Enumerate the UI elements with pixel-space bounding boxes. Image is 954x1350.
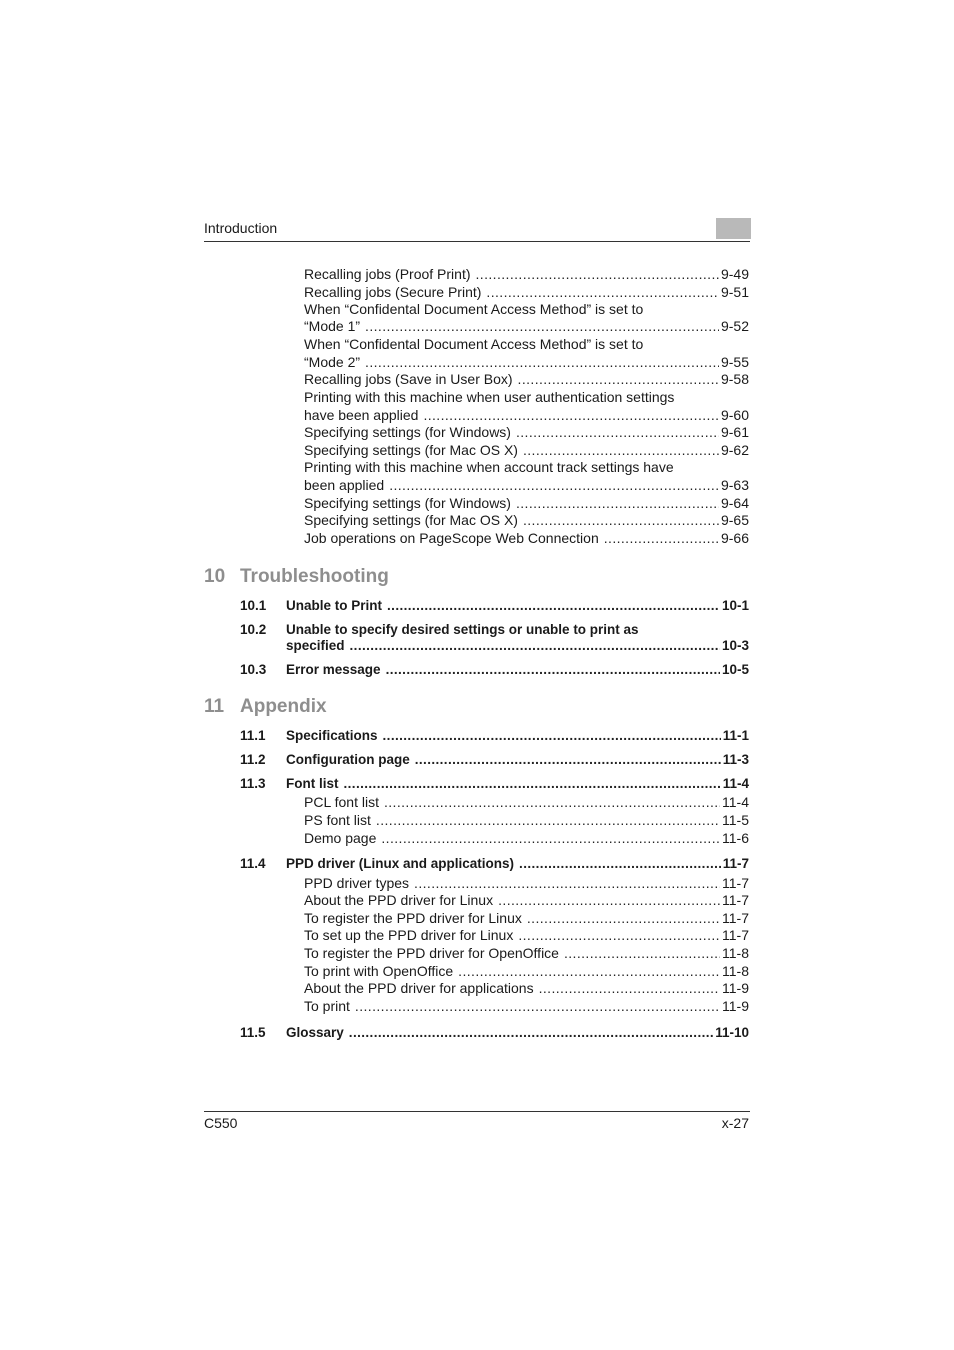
toc-entry-page: 11-5 <box>722 812 749 828</box>
toc-section[interactable] <box>286 775 749 792</box>
toc-section-title: PPD driver (Linux and applications) <box>286 856 515 871</box>
toc-entry-page: 11-4 <box>722 794 749 810</box>
toc-entry-title: Specifying settings (for Windows) <box>304 495 511 511</box>
toc-entry-page: 11-9 <box>722 980 749 996</box>
section-number: 10.1 <box>240 598 267 613</box>
toc-section-page: 10-3 <box>721 638 749 653</box>
toc-leader <box>376 812 720 829</box>
toc-leader <box>350 637 720 654</box>
toc-entry-page: 9-62 <box>720 442 749 458</box>
section-number: 10.2 <box>240 622 267 637</box>
toc-entry-page: 9-61 <box>720 424 749 440</box>
toc-entry[interactable] <box>304 530 749 547</box>
toc-leader <box>476 266 719 283</box>
toc-entry-page: 11-7 <box>722 875 749 891</box>
footer-rule <box>204 1111 750 1112</box>
toc-entry-page: 9-60 <box>720 407 749 423</box>
toc-section[interactable] <box>286 727 749 744</box>
toc-leader <box>519 855 721 872</box>
toc-entry[interactable] <box>304 512 749 529</box>
chapter-heading[interactable] <box>204 566 389 588</box>
toc-entry[interactable] <box>304 892 749 909</box>
toc-entry-title: To set up the PPD driver for Linux <box>304 927 514 943</box>
toc-section[interactable] <box>286 597 749 614</box>
toc-entry-page: 9-65 <box>720 512 749 528</box>
toc-entry[interactable] <box>304 318 749 335</box>
toc-section-title: Configuration page <box>286 752 410 767</box>
toc-entry-title: Specifying settings (for Mac OS X) <box>304 512 518 528</box>
toc-leader <box>365 318 719 335</box>
toc-entry-title: To register the PPD driver for Linux <box>304 910 522 926</box>
toc-leader <box>414 875 720 892</box>
toc-entry-title: Job operations on PageScope Web Connection <box>304 530 599 546</box>
chapter-number: 10 <box>204 566 226 587</box>
toc-entry[interactable] <box>304 424 749 441</box>
toc-entry-title: Recalling jobs (Proof Print) <box>304 266 471 282</box>
running-header-title: Introduction <box>204 220 278 236</box>
footer-page-number: x-27 <box>721 1115 749 1131</box>
toc-section-title: Glossary <box>286 1025 344 1040</box>
toc-leader <box>423 407 719 424</box>
toc-entry-title: Specifying settings (for Windows) <box>304 424 511 440</box>
toc-leader <box>386 661 720 678</box>
toc-entry[interactable] <box>304 371 749 388</box>
toc-entry-title: been applied <box>304 477 385 493</box>
toc-entry-title: To register the PPD driver for OpenOffice <box>304 945 559 961</box>
toc-entry-title-line1: When “Confidental Document Access Method” is set to <box>304 301 644 317</box>
toc-section-page: 11-7 <box>722 856 749 871</box>
section-number: 11.2 <box>240 752 266 767</box>
toc-entry-page: 11-6 <box>722 830 749 846</box>
toc-entry[interactable] <box>304 927 749 944</box>
toc-entry[interactable] <box>304 812 749 829</box>
toc-entry[interactable] <box>304 284 749 301</box>
toc-entry-title: About the PPD driver for applications <box>304 980 534 996</box>
toc-entry-title-line1: Printing with this machine when user authentication settings <box>304 389 675 405</box>
section-number: 11.3 <box>240 776 266 791</box>
toc-section-page: 11-4 <box>722 776 749 791</box>
toc-leader <box>458 963 720 980</box>
toc-entry[interactable] <box>304 354 749 371</box>
toc-leader <box>486 284 719 301</box>
toc-entry-page: 9-51 <box>720 284 749 300</box>
toc-entry-page: 9-52 <box>720 318 749 334</box>
toc-leader <box>383 727 721 744</box>
toc-entry-title: PCL font list <box>304 794 379 810</box>
toc-leader <box>389 477 719 494</box>
toc-entry-page: 9-66 <box>720 530 749 546</box>
toc-leader <box>564 945 720 962</box>
toc-leader <box>516 495 719 512</box>
toc-entry[interactable] <box>304 963 749 980</box>
toc-entry[interactable] <box>304 998 749 1015</box>
toc-section-page: 10-1 <box>721 598 749 613</box>
toc-leader <box>604 530 719 547</box>
header-rule <box>204 241 750 242</box>
toc-leader <box>516 424 719 441</box>
toc-entry-page: 11-8 <box>722 945 749 961</box>
toc-section[interactable] <box>286 637 749 654</box>
toc-leader <box>365 354 719 371</box>
toc-section-page: 11-10 <box>715 1025 749 1040</box>
toc-section-page: 10-5 <box>721 662 749 677</box>
toc-leader <box>384 794 720 811</box>
toc-entry-page: 11-7 <box>722 910 749 926</box>
toc-leader <box>527 910 720 927</box>
chapter-title: Troubleshooting <box>240 566 389 587</box>
toc-section[interactable] <box>286 751 749 768</box>
toc-section-title: Unable to Print <box>286 598 383 613</box>
toc-leader <box>349 1024 713 1041</box>
toc-entry-page: 9-64 <box>720 495 749 511</box>
toc-leader <box>523 512 719 529</box>
toc-section-title: Specifications <box>286 728 378 743</box>
toc-section[interactable] <box>286 855 749 872</box>
toc-leader <box>523 442 719 459</box>
toc-entry-title: About the PPD driver for Linux <box>304 892 494 908</box>
toc-section-page: 11-3 <box>722 752 749 767</box>
toc-entry[interactable] <box>304 407 749 424</box>
toc-entry-title: PPD driver types <box>304 875 410 891</box>
toc-entry-title: Demo page <box>304 830 377 846</box>
toc-entry-title: “Mode 1” <box>304 318 361 334</box>
toc-entry-title-line1: When “Confidental Document Access Method” is set to <box>304 336 644 352</box>
toc-entry[interactable] <box>304 910 749 927</box>
toc-section-title-line1: Unable to specify desired settings or unable to print as <box>286 622 639 637</box>
toc-entry-title: have been applied <box>304 407 419 423</box>
chapter-title: Appendix <box>240 696 327 717</box>
toc-section[interactable] <box>286 1024 749 1041</box>
toc-entry[interactable] <box>304 495 749 512</box>
toc-entry[interactable] <box>304 477 749 494</box>
toc-entry-page: 9-63 <box>720 477 749 493</box>
toc-leader <box>518 927 720 944</box>
toc-entry-title: To print with OpenOffice <box>304 963 454 979</box>
toc-entry-page: 11-7 <box>722 927 749 943</box>
toc-leader <box>539 980 720 997</box>
section-number: 11.1 <box>240 728 266 743</box>
header-tab-marker <box>716 218 751 239</box>
toc-entry-page: 9-49 <box>720 266 749 282</box>
toc-leader <box>381 830 720 847</box>
toc-entry-page: 11-8 <box>722 963 749 979</box>
toc-entry-title-line1: Printing with this machine when account track settings have <box>304 459 674 475</box>
toc-entry[interactable] <box>304 980 749 997</box>
toc-entry-page: 11-9 <box>722 998 749 1014</box>
toc-entry-title: Recalling jobs (Save in User Box) <box>304 371 513 387</box>
section-number: 11.5 <box>240 1025 266 1040</box>
toc-section-title: specified <box>286 638 345 653</box>
toc-entry-page: 11-7 <box>722 892 749 908</box>
toc-leader <box>498 892 720 909</box>
toc-entry[interactable] <box>304 830 749 847</box>
toc-leader <box>355 998 720 1015</box>
chapter-heading[interactable] <box>204 696 327 718</box>
toc-leader <box>387 597 720 614</box>
toc-section-title: Error message <box>286 662 381 677</box>
toc-entry-title: PS font list <box>304 812 371 828</box>
toc-entry[interactable] <box>304 794 749 811</box>
toc-section-page: 11-1 <box>722 728 749 743</box>
toc-leader <box>415 751 721 768</box>
toc-entry-title: “Mode 2” <box>304 354 361 370</box>
toc-entry-page: 9-55 <box>720 354 749 370</box>
toc-entry[interactable] <box>304 875 749 892</box>
chapter-number: 11 <box>204 696 225 717</box>
toc-entry[interactable] <box>304 442 749 459</box>
toc-entry-page: 9-58 <box>720 371 749 387</box>
toc-entry-title: Recalling jobs (Secure Print) <box>304 284 482 300</box>
section-number: 10.3 <box>240 662 267 677</box>
toc-section[interactable] <box>286 661 749 678</box>
toc-entry[interactable] <box>304 945 749 962</box>
toc-leader <box>344 775 721 792</box>
toc-entry-title: Specifying settings (for Mac OS X) <box>304 442 518 458</box>
toc-leader <box>518 371 719 388</box>
toc-entry[interactable] <box>304 266 749 283</box>
footer-model: C550 <box>204 1115 238 1131</box>
toc-section-title: Font list <box>286 776 339 791</box>
toc-entry-title: To print <box>304 998 350 1014</box>
section-number: 11.4 <box>240 856 266 871</box>
